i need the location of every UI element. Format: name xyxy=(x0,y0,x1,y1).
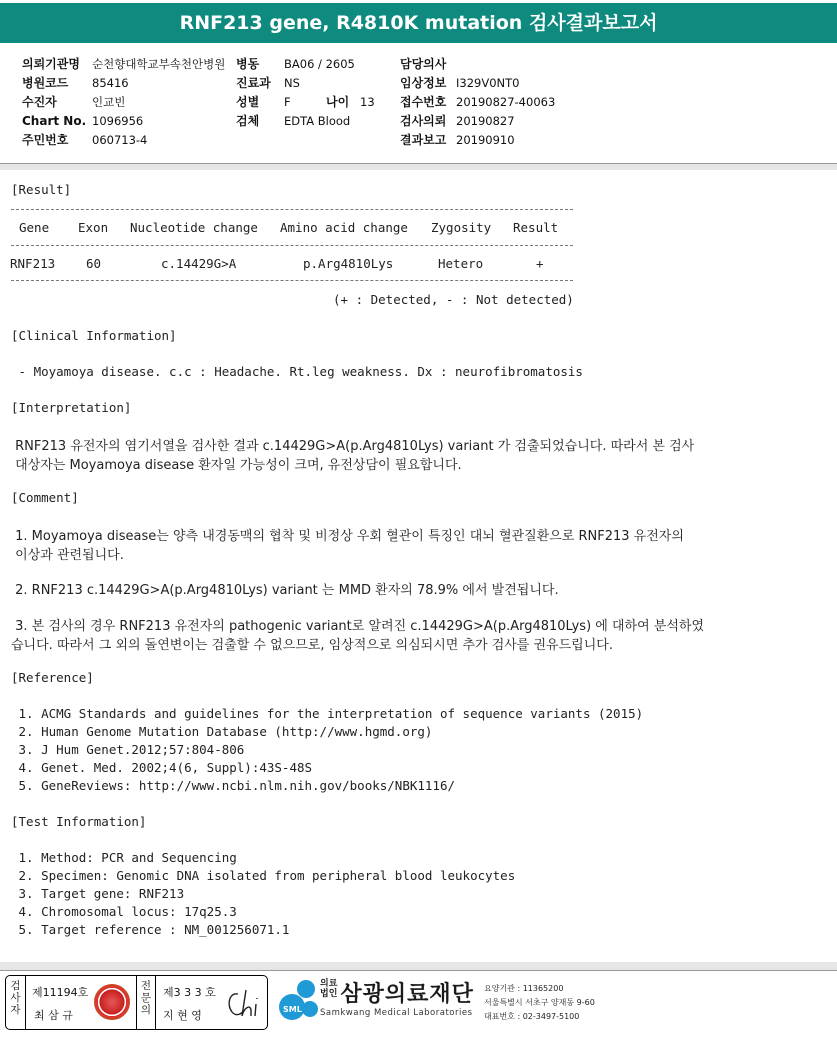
header-band xyxy=(0,164,837,170)
cell-zygosity: Hetero xyxy=(438,256,484,271)
clinical-heading: [Clinical Information] xyxy=(11,328,177,343)
meta-label: 병동 xyxy=(236,57,260,71)
examiner-label: 검사자 xyxy=(6,976,26,1029)
meta-label: 수진자 xyxy=(22,95,57,109)
col-header-zygosity: Zygosity xyxy=(431,220,492,235)
meta-value: 순천향대학교부속천안병원 xyxy=(92,57,226,71)
institution-code: 요양기관 : 11365200 xyxy=(484,984,564,993)
org-address xyxy=(484,982,595,1024)
meta-label: 병원코드 xyxy=(22,76,69,90)
interpretation-line-2: 대상자는 Moyamoya disease 환자일 가능성이 크며, 유전상담이 필요합니다. xyxy=(11,458,462,473)
age-label: 나이 xyxy=(326,95,350,109)
meta-label: 성별 xyxy=(236,95,260,109)
meta-value: 20190910 xyxy=(456,133,515,147)
test-info-item: 4. Chromosomal locus: 17q25.3 xyxy=(11,904,237,919)
cell-nucleotide: c.14429G>A xyxy=(161,256,237,271)
meta-value: 1096956 xyxy=(92,114,144,128)
specialist-name: 지 현 영 xyxy=(163,1009,202,1022)
meta-label: 결과보고 xyxy=(400,133,447,147)
reference-item: 1. ACMG Standards and guidelines for the interpretation of sequence variants (2015) xyxy=(11,706,644,721)
examiner-name: 최 삼 규 xyxy=(34,1009,73,1022)
specialist-label: 전문의 xyxy=(136,976,156,1029)
comment-1-line-1: 1. Moyamoya disease는 양측 내경동맥의 협착 및 비정상 우회 혈관이 특징인 대뇌 혈관질환으로 RNF213 유전자의 xyxy=(11,529,684,544)
interpretation-heading: [Interpretation] xyxy=(11,400,132,415)
report-title: RNF213 gene, R4810K mutation 검사결과보고서 xyxy=(0,3,837,43)
meta-value: 인교빈 xyxy=(92,95,126,109)
meta-value: NS xyxy=(284,76,300,90)
meta-label: 주민번호 xyxy=(22,133,69,147)
test-info-item: 2. Specimen: Genomic DNA isolated from peripheral blood leukocytes xyxy=(11,868,516,883)
col-header-exon: Exon xyxy=(78,220,109,235)
meta-label: 임상정보 xyxy=(400,76,447,90)
cell-amino-acid: p.Arg4810Lys xyxy=(303,256,394,271)
meta-label: Chart No. xyxy=(22,114,87,128)
meta-value: 20190827 xyxy=(456,114,515,128)
table-header-rule xyxy=(11,245,573,246)
cell-gene: RNF213 xyxy=(10,256,56,271)
reference-heading: [Reference] xyxy=(11,670,94,685)
meta-value: F xyxy=(284,95,291,109)
reference-item: 2. Human Genome Mutation Database (http://www.hgmd.org) xyxy=(11,724,433,739)
col-header-result: Result xyxy=(513,220,559,235)
table-top-rule xyxy=(11,209,573,210)
signature-icon xyxy=(224,986,266,1022)
meta-value: 85416 xyxy=(92,76,129,90)
col-header-gene: Gene xyxy=(19,220,50,235)
result-legend: (+ : Detected, - : Not detected) xyxy=(333,292,574,307)
logo-text: SML xyxy=(283,1005,302,1014)
comment-1-line-2: 이상과 관련됩니다. xyxy=(11,548,124,563)
reference-item: 4. Genet. Med. 2002;4(6, Suppl):43S-48S xyxy=(11,760,313,775)
organization xyxy=(320,977,474,1018)
comment-3-line-1: 3. 본 검사의 경우 RNF213 유전자의 pathogenic variant로 알려진 c.14429G>A(p.Arg4810Lys) 에 대하여 분석하였 xyxy=(11,619,705,634)
comment-2: 2. RNF213 c.14429G>A(p.Arg4810Lys) variant 는 MMD 환자의 78.9% 에서 발견됩니다. xyxy=(11,583,559,598)
meta-value: 20190827-40063 xyxy=(456,95,556,109)
address: 서울특별시 서초구 양재동 9-60 xyxy=(484,998,595,1007)
test-info-item: 1. Method: PCR and Sequencing xyxy=(11,850,237,865)
test-info-item: 5. Target reference : NM_001256071.1 xyxy=(11,922,290,937)
result-heading: [Result] xyxy=(11,182,72,197)
col-header-amino-acid: Amino acid change xyxy=(280,220,408,235)
age-value: 13 xyxy=(360,95,375,109)
meta-label: 검체 xyxy=(236,114,260,128)
interpretation-line-1: RNF213 유전자의 염기서열을 검사한 결과 c.14429G>A(p.Arg4810Lys) variant 가 검출되었습니다. 따라서 본 검사 xyxy=(11,439,695,454)
clinical-text: - Moyamoya disease. c.c : Headache. Rt.leg weakness. Dx : neurofibromatosis xyxy=(11,364,583,379)
table-bottom-rule xyxy=(11,280,573,281)
meta-label: 담당의사 xyxy=(400,57,447,71)
test-info-heading: [Test Information] xyxy=(11,814,147,829)
phone: 대표번호 : 02-3497-5100 xyxy=(484,1012,580,1021)
meta-value: I329V0NT0 xyxy=(456,76,520,90)
signature-box xyxy=(5,975,268,1030)
comment-3-line-2: 습니다. 따라서 그 외의 돌연변이는 검출할 수 없으므로, 임상적으로 의심되시면 추가 검사를 권유드립니다. xyxy=(11,638,613,653)
examiner-license: 제11194호 xyxy=(32,986,89,999)
meta-label: 접수번호 xyxy=(400,95,447,109)
org-type-1: 의료 xyxy=(320,979,338,989)
meta-column-3 xyxy=(400,55,555,150)
meta-value: BA06 / 2605 xyxy=(284,57,355,71)
sml-logo-icon xyxy=(272,977,324,1027)
org-name: 삼광의료재단 xyxy=(340,982,474,1007)
footer-band xyxy=(0,962,837,970)
test-info-item: 3. Target gene: RNF213 xyxy=(11,886,185,901)
org-english-name: Samkwang Medical Laboratories xyxy=(320,1008,473,1018)
comment-heading: [Comment] xyxy=(11,490,79,505)
meta-label: 검사의뢰 xyxy=(400,114,447,128)
org-type-2: 법인 xyxy=(320,989,338,999)
footer-divider xyxy=(0,970,837,971)
meta-column-2 xyxy=(236,55,375,131)
meta-column-1 xyxy=(22,55,225,150)
cell-exon: 60 xyxy=(86,256,102,271)
meta-value: EDTA Blood xyxy=(284,114,351,128)
reference-item: 5. GeneReviews: http://www.ncbi.nlm.nih.gov/books/NBK1116/ xyxy=(11,778,456,793)
specialist-license: 제3 3 3 호 xyxy=(163,986,216,999)
meta-value: 060713-4 xyxy=(92,133,148,147)
col-header-nucleotide: Nucleotide change xyxy=(130,220,258,235)
cell-result: + xyxy=(536,256,544,271)
meta-label: 진료과 xyxy=(236,76,271,90)
reference-item: 3. J Hum Genet.2012;57:804-806 xyxy=(11,742,245,757)
meta-label: 의뢰기관명 xyxy=(22,57,80,71)
examiner-seal-icon xyxy=(94,984,130,1020)
